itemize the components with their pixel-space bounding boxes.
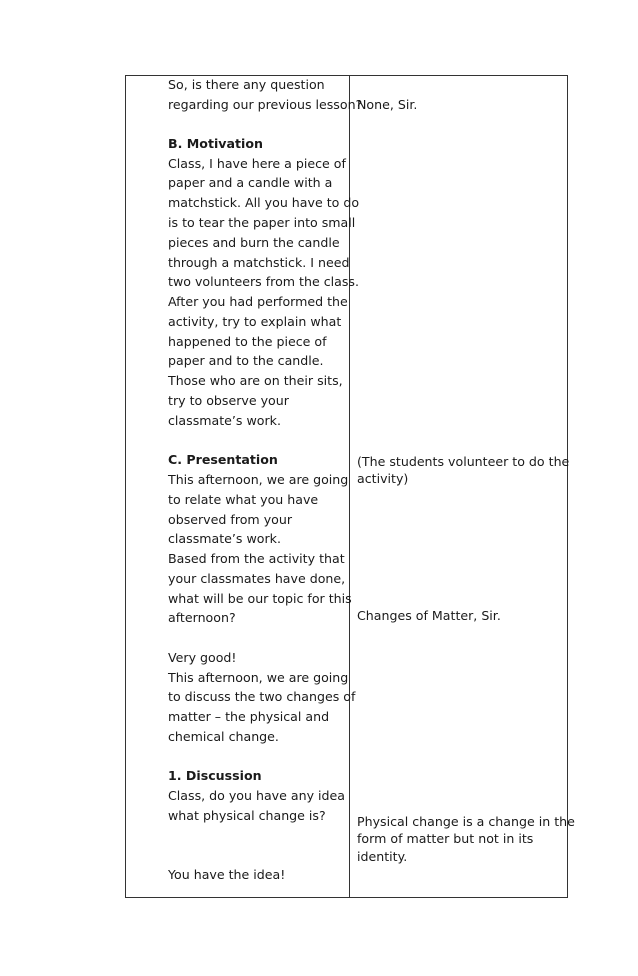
discussion-line: Class, do you have any idea [168, 788, 346, 803]
presentation-heading: C. Presentation [168, 452, 278, 467]
discussion-heading: 1. Discussion [168, 768, 262, 783]
motivation-line: two volunteers from the class. [168, 274, 359, 289]
very-good-line: This afternoon, we are going [168, 670, 349, 685]
topic-answer: Changes of Matter, Sir. [357, 608, 501, 623]
very-good-line: to discuss the two changes of [168, 689, 356, 704]
presentation-line: observed from your [168, 512, 293, 527]
presentation-line: This afternoon, we are going [168, 472, 349, 487]
presentation-line: to relate what you have [168, 492, 319, 507]
volunteer-line: (The students volunteer to do the [357, 454, 570, 469]
motivation-line: paper and a candle with a [168, 175, 333, 190]
motivation-line: happened to the piece of [168, 334, 327, 349]
physical-change-line: Physical change is a change in the [357, 814, 575, 829]
motivation-line: Class, I have here a piece of [168, 156, 346, 171]
motivation-line: Those who are on their sits, [168, 373, 343, 388]
very-good-line: Very good! [168, 650, 237, 665]
answer-none: None, Sir. [357, 97, 418, 112]
presentation-line: Based from the activity that [168, 551, 345, 566]
intro-line-2: regarding our previous lesson? [168, 97, 363, 112]
motivation-line: activity, try to explain what [168, 314, 342, 329]
motivation-line: After you had performed the [168, 294, 348, 309]
motivation-heading: B. Motivation [168, 136, 263, 151]
presentation-line: classmate’s work. [168, 531, 281, 546]
motivation-line: try to observe your [168, 393, 289, 408]
motivation-line: pieces and burn the candle [168, 235, 340, 250]
discussion-line: what physical change is? [168, 808, 326, 823]
very-good-line: chemical change. [168, 729, 279, 744]
volunteer-line: activity) [357, 471, 409, 486]
motivation-line: is to tear the paper into small [168, 215, 356, 230]
closing-line: You have the idea! [168, 867, 286, 882]
presentation-line: your classmates have done, [168, 571, 346, 586]
physical-change-line: identity. [357, 849, 408, 864]
presentation-line: afternoon? [168, 610, 236, 625]
presentation-line: what will be our topic for this [168, 591, 352, 606]
motivation-line: classmate’s work. [168, 413, 281, 428]
physical-change-line: form of matter but not in its [357, 831, 534, 846]
intro-line-1: So, is there any question [168, 77, 325, 92]
motivation-line: through a matchstick. I need [168, 255, 350, 270]
motivation-line: matchstick. All you have to do [168, 195, 360, 210]
motivation-line: paper and to the candle. [168, 353, 324, 368]
very-good-line: matter – the physical and [168, 709, 330, 724]
